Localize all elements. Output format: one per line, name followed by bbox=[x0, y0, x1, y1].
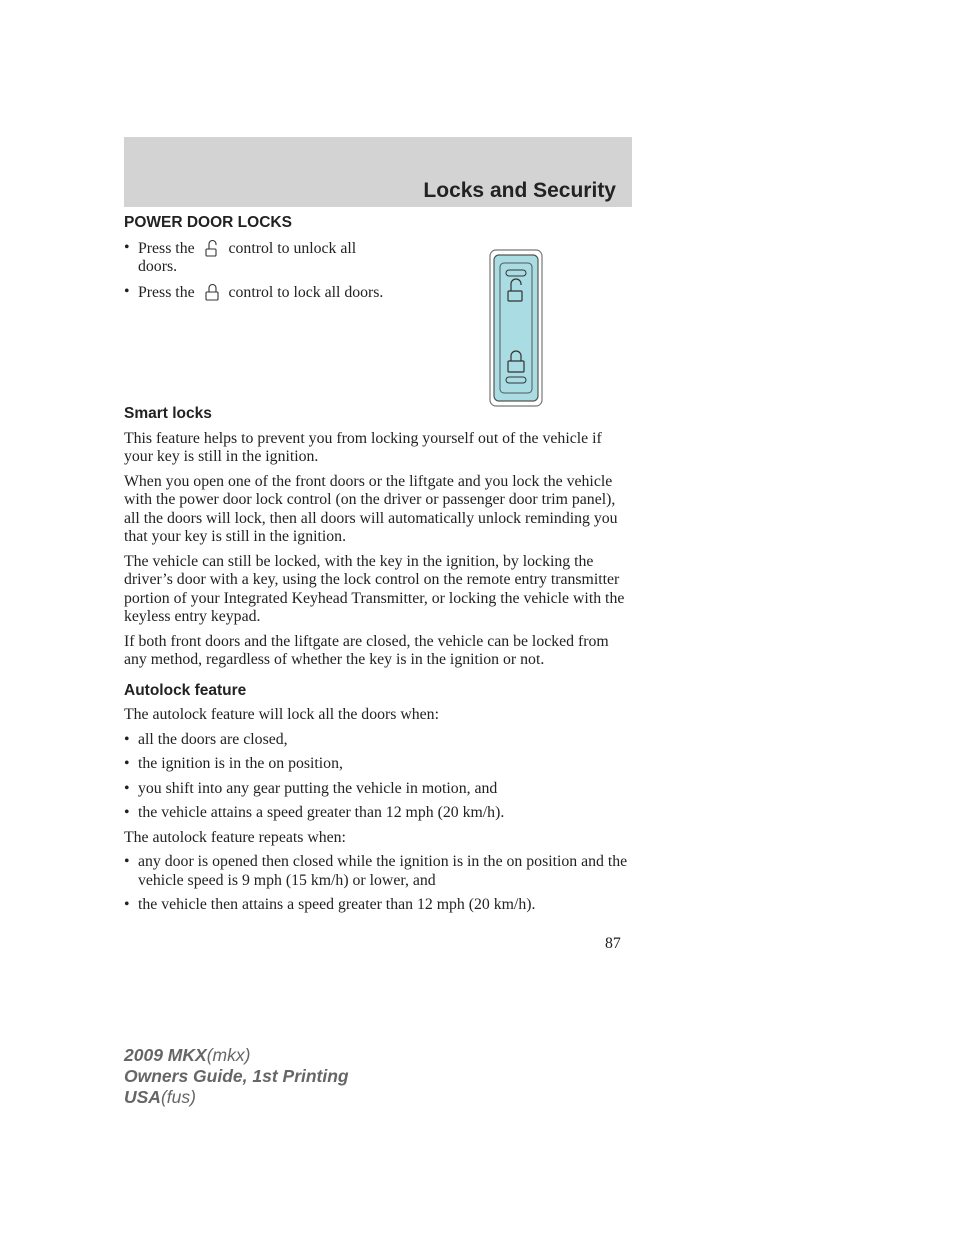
footer-line-1: 2009 MKX(mkx) bbox=[124, 1045, 251, 1065]
unlock-instruction: • Press the control to unlock all doors. bbox=[124, 239, 398, 277]
smart-locks-paragraph: If both front doors and the liftgate are closed, the vehicle can be locked from any method, regardless of whether the key is in the ignition or not. bbox=[124, 632, 609, 668]
power-door-locks-heading: POWER DOOR LOCKS bbox=[124, 214, 292, 231]
autolock-repeat-intro: The autolock feature repeats when: bbox=[124, 828, 346, 846]
autolock-condition: • all the doors are closed, bbox=[124, 731, 632, 750]
autolock-condition: • the ignition is in the on position, bbox=[124, 755, 632, 774]
smart-locks-heading: Smart locks bbox=[124, 405, 212, 422]
autolock-repeat-condition: • any door is opened then closed while the ignition is in the on position and the vehicle speed is 9 mph (15 km/h) or lower, and bbox=[124, 853, 632, 890]
lock-instruction: • Press the control to lock all doors. bbox=[124, 283, 398, 303]
autolock-condition: • the vehicle attains a speed greater than 12 mph (20 km/h). bbox=[124, 804, 632, 823]
footer-line-3: USA(fus) bbox=[124, 1087, 196, 1107]
autolock-condition: • you shift into any gear putting the vehicle in motion, and bbox=[124, 780, 632, 799]
print-footer bbox=[124, 1045, 349, 1108]
smart-locks-paragraph: The vehicle can still be locked, with the key in the ignition, by locking the driver’s door with a key, using the lock control on the remote entry transmitter portion of your Integrated Keyhead Transmitter, or locking the vehicle with the keyless entry keypad. bbox=[124, 552, 625, 625]
unlock-icon bbox=[201, 239, 223, 257]
section-title: Locks and Security bbox=[423, 179, 616, 202]
smart-locks-paragraph: This feature helps to prevent you from locking yourself out of the vehicle if your key is still in the ignition. bbox=[124, 429, 602, 465]
page-content bbox=[124, 214, 632, 921]
autolock-intro: The autolock feature will lock all the doors when: bbox=[124, 706, 439, 723]
lock-icon bbox=[201, 283, 223, 301]
footer-line-2: Owners Guide, 1st Printing bbox=[124, 1066, 349, 1086]
autolock-heading: Autolock feature bbox=[124, 681, 247, 699]
autolock-repeat-condition: • the vehicle then attains a speed greater than 12 mph (20 km/h). bbox=[124, 896, 632, 915]
section-header-band bbox=[124, 137, 632, 207]
page-number: 87 bbox=[605, 935, 621, 952]
smart-locks-paragraph: When you open one of the front doors or the liftgate and you lock the vehicle with the power door lock control (on the driver or passenger door trim panel), all the doors will lock, then all doors will automatically unlock reminding you that your key is still in the ignition. bbox=[124, 472, 618, 545]
